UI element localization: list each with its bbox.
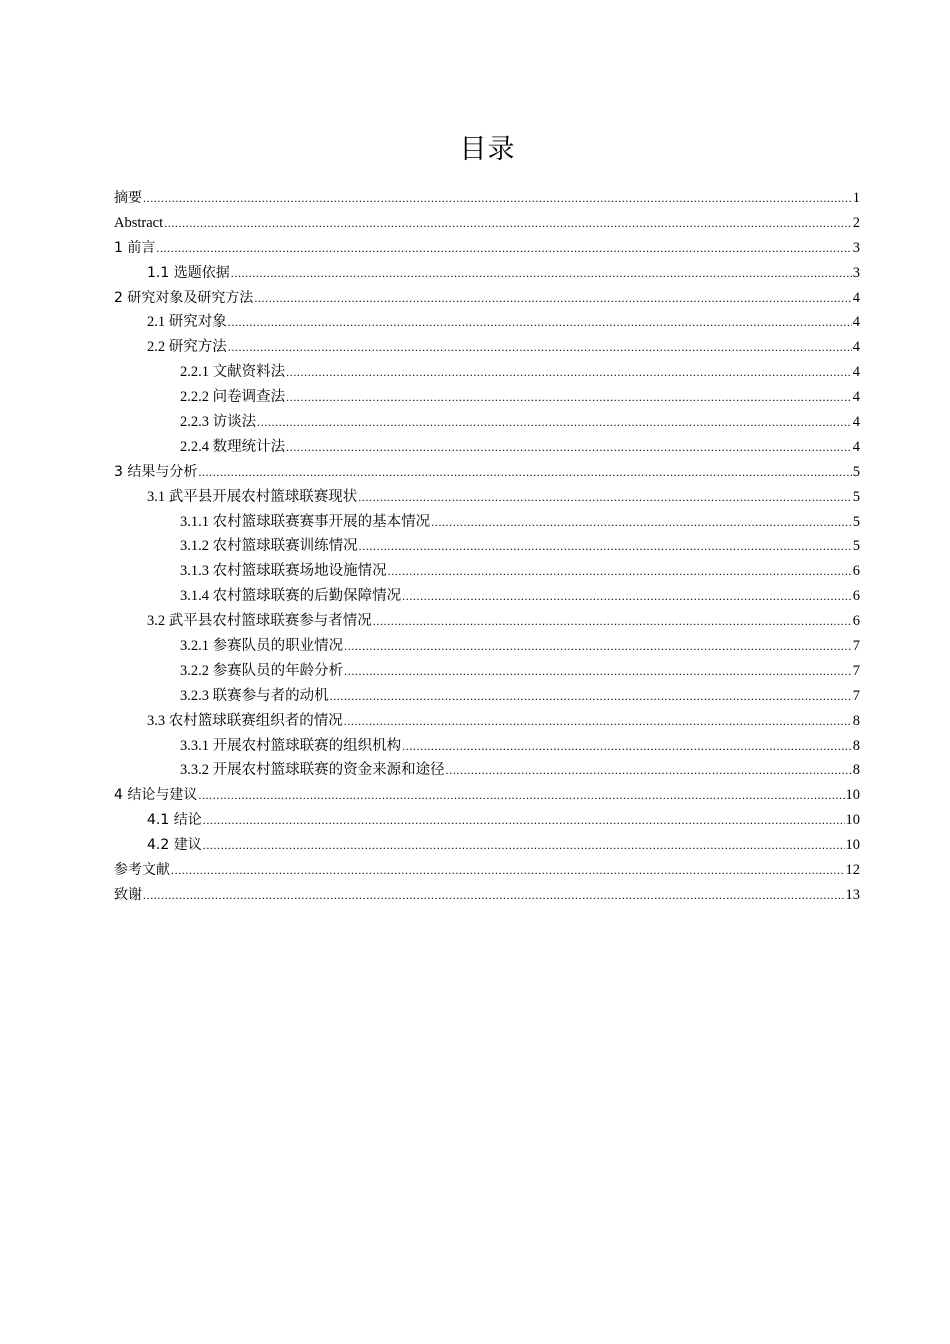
toc-entry-label: 3.1.1 农村篮球联赛赛事开展的基本情况 (180, 513, 431, 530)
toc-entry[interactable] (114, 808, 860, 833)
toc-entry-label: 2.1 研究对象 (147, 314, 227, 331)
toc-page-number: 3 (852, 264, 860, 281)
toc-entry[interactable] (114, 236, 860, 261)
toc-entry[interactable] (114, 435, 860, 460)
toc-entry-label: Abstract (114, 214, 164, 231)
toc-dot-leader (198, 460, 851, 485)
toc-page-number: 8 (852, 712, 860, 729)
toc-dot-leader (358, 485, 852, 510)
page-title: 目录 (459, 134, 516, 165)
toc-entry-label: 2.2.1 文献资料法 (180, 364, 286, 381)
toc-dot-leader (198, 783, 844, 808)
toc-entry-label: 4 结论与建议 (114, 787, 198, 804)
toc-entry[interactable] (114, 510, 860, 535)
toc-page-number: 4 (852, 339, 860, 356)
toc-dot-leader (344, 709, 852, 734)
toc-entry[interactable] (114, 758, 860, 783)
toc-page-number: 7 (852, 638, 860, 655)
toc-dot-leader (330, 684, 852, 709)
toc-dot-leader (203, 833, 845, 858)
toc-entry[interactable] (114, 783, 860, 808)
toc-entry[interactable] (114, 584, 860, 609)
toc-entry-label: 1.1 选题依据 (147, 264, 230, 281)
toc-entry-label: 2.2 研究方法 (147, 339, 227, 356)
toc-dot-leader (373, 609, 852, 634)
toc-dot-leader (143, 883, 845, 908)
toc-entry[interactable] (114, 634, 860, 659)
toc-dot-leader (344, 634, 852, 659)
toc-entry[interactable] (114, 261, 860, 286)
toc-entry[interactable] (114, 883, 860, 908)
toc-dot-leader (164, 211, 852, 236)
toc-entry-label: 3.3.1 开展农村篮球联赛的组织机构 (180, 737, 402, 754)
toc-page-number: 4 (852, 364, 860, 381)
toc-entry[interactable] (114, 485, 860, 510)
toc-page-number: 8 (852, 762, 860, 779)
toc-entry-label: 3.3 农村篮球联赛组织者的情况 (147, 712, 343, 729)
toc-page-number: 5 (852, 513, 860, 530)
toc-page-number: 6 (852, 563, 860, 580)
toc-dot-leader (286, 360, 852, 385)
toc-page-number: 4 (852, 438, 860, 455)
toc-dot-leader (359, 534, 852, 559)
toc-page-number: 4 (852, 289, 860, 306)
toc-entry[interactable] (114, 833, 860, 858)
toc-dot-leader (228, 310, 852, 335)
toc-entry-label: 3.1.2 农村篮球联赛训练情况 (180, 538, 358, 555)
toc-entry-label: 致谢 (114, 886, 142, 903)
toc-entry[interactable] (114, 410, 860, 435)
toc-entry-label: 2 研究对象及研究方法 (114, 289, 254, 306)
toc-entry-label: 3 结果与分析 (114, 463, 198, 480)
toc-page-number: 5 (852, 488, 860, 505)
toc-dot-leader (143, 186, 852, 211)
toc-page-number: 7 (852, 687, 860, 704)
toc-entry[interactable] (114, 186, 860, 211)
toc-dot-leader (402, 734, 852, 759)
toc-page-number: 1 (852, 190, 860, 206)
toc-entry[interactable] (114, 286, 860, 311)
toc-entry-label: 3.2.3 联赛参与者的动机 (180, 687, 329, 704)
toc-page-number: 4 (852, 389, 860, 406)
toc-page-number: 4 (852, 414, 860, 431)
toc-entry[interactable] (114, 385, 860, 410)
toc-entry[interactable] (114, 534, 860, 559)
toc-entry-label: 3.2.1 参赛队员的职业情况 (180, 638, 344, 655)
toc-page-number: 4 (852, 314, 860, 331)
toc-dot-leader (156, 236, 851, 261)
toc-page-number: 2 (852, 214, 860, 231)
toc-entry-label: 2.2.2 问卷调查法 (180, 389, 286, 406)
toc-dot-leader (402, 584, 852, 609)
toc-page-number: 10 (845, 812, 860, 829)
toc-dot-leader (254, 286, 851, 311)
toc-page-number: 10 (845, 837, 860, 854)
toc-entry[interactable] (114, 310, 860, 335)
toc-dot-leader (431, 510, 852, 535)
toc-page-number: 7 (852, 662, 860, 679)
toc-dot-leader (344, 659, 852, 684)
toc-dot-leader (171, 858, 845, 883)
toc-entry[interactable] (114, 460, 860, 485)
table-of-contents (114, 186, 860, 908)
toc-page-number: 12 (845, 862, 860, 879)
toc-entry[interactable] (114, 858, 860, 883)
toc-entry[interactable] (114, 659, 860, 684)
toc-dot-leader (231, 261, 852, 286)
toc-entry[interactable] (114, 684, 860, 709)
toc-page-number: 13 (845, 886, 860, 903)
toc-entry-label: 3.1.4 农村篮球联赛的后勤保障情况 (180, 588, 402, 605)
toc-entry-label: 2.2.3 访谈法 (180, 414, 257, 431)
toc-page-number: 5 (852, 538, 860, 555)
toc-entry[interactable] (114, 734, 860, 759)
toc-entry-label: 3.1 武平县开展农村篮球联赛现状 (147, 488, 358, 505)
toc-entry-label: 参考文献 (114, 862, 170, 879)
toc-entry-label: 3.1.3 农村篮球联赛场地设施情况 (180, 563, 387, 580)
toc-dot-leader (203, 808, 845, 833)
toc-entry[interactable] (114, 609, 860, 634)
toc-dot-leader (257, 410, 852, 435)
toc-entry-label: 2.2.4 数理统计法 (180, 438, 286, 455)
toc-entry-label: 1 前言 (114, 239, 156, 256)
toc-page-number: 6 (852, 588, 860, 605)
toc-entry-label: 3.2 武平县农村篮球联赛参与者情况 (147, 613, 372, 630)
toc-entry-label: 4.2 建议 (147, 837, 202, 854)
toc-entry[interactable] (114, 335, 860, 360)
toc-entry[interactable] (114, 211, 860, 236)
toc-entry[interactable] (114, 709, 860, 734)
toc-entry-label: 3.3.2 开展农村篮球联赛的资金来源和途径 (180, 762, 445, 779)
toc-page-number: 10 (845, 787, 860, 804)
toc-page-number: 5 (852, 463, 860, 480)
toc-page-number: 8 (852, 737, 860, 754)
toc-entry-label: 3.2.2 参赛队员的年龄分析 (180, 662, 344, 679)
toc-dot-leader (286, 385, 852, 410)
toc-entry-label: 摘要 (114, 190, 142, 206)
toc-dot-leader (286, 435, 852, 460)
toc-page-number: 6 (852, 613, 860, 630)
toc-entry-label: 4.1 结论 (147, 812, 202, 829)
toc-dot-leader (388, 559, 852, 584)
toc-page-number: 3 (852, 239, 860, 256)
toc-dot-leader (228, 335, 852, 360)
toc-entry[interactable] (114, 559, 860, 584)
toc-dot-leader (446, 758, 852, 783)
toc-entry[interactable] (114, 360, 860, 385)
